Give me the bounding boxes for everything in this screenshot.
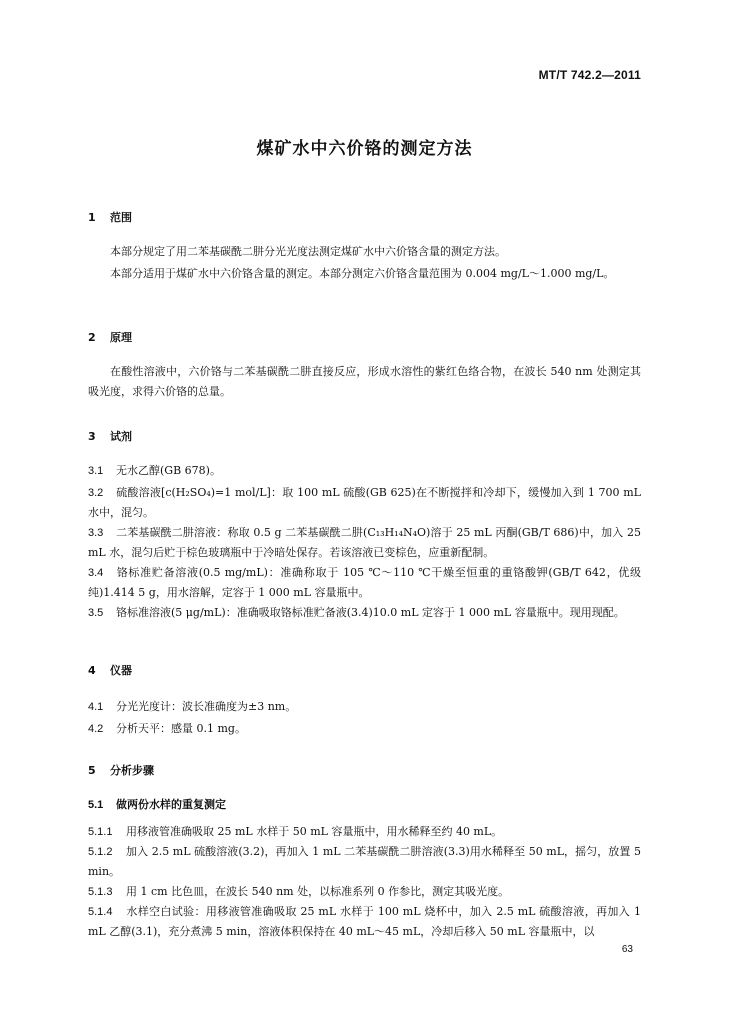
list-item xyxy=(88,842,641,882)
list-item xyxy=(88,697,641,717)
item-number: 4.2 xyxy=(88,723,104,735)
section-number: 3 xyxy=(88,430,96,443)
item-number: 5.1.2 xyxy=(88,846,113,858)
item-number: 3.2 xyxy=(88,487,104,499)
section-title: 分析步骤 xyxy=(110,764,154,777)
item-number: 3.4 xyxy=(88,567,104,579)
item-text: 铬标准贮备溶液(0.5 mg/mL)：准确称取于 105 ℃～110 ℃干燥至恒重的重铬酸钾(GB/T 642，优级纯)1.414 5 g，用水溶解，定容于 1 000 mL 容量瓶中。 xyxy=(88,566,641,599)
list-item xyxy=(88,461,641,481)
item-text: 二苯基碳酰二肼溶液：称取 0.5 g 二苯基碳酰二肼(C₁₃H₁₄N₄O)溶于 25 mL 丙酮(GB/T 686)中，加入 25 mL 水，混匀后贮于棕色玻璃瓶中于冷暗处保存。若该溶液已变棕色，应重新配制。 xyxy=(88,526,641,559)
item-number: 4.1 xyxy=(88,701,104,713)
section-title: 仪器 xyxy=(110,664,132,677)
paragraph: 本部分规定了用二苯基碳酰二肼分光光度法测定煤矿水中六价铬含量的测定方法。 xyxy=(110,245,506,258)
item-text: 用 1 cm 比色皿，在波长 540 nm 处，以标准系列 0 作参比，测定其吸光度。 xyxy=(126,885,510,898)
list-item xyxy=(88,882,641,902)
paragraph: 在酸性溶液中，六价铬与二苯基碳酰二肼直接反应，形成水溶性的紫红色络合物，在波长 540 nm 处测定其吸光度，求得六价铬的总量。 xyxy=(88,365,641,398)
section-heading-procedure xyxy=(88,762,154,778)
item-text: 水样空白试验：用移液管准确吸取 25 mL 水样于 100 mL 烧杯中，加入 2.5 mL 硫酸溶液，再加入 1 mL 乙醇(3.1)，充分煮沸 5 min，溶液体积保持在 40 mL～45 mL，冷却后移入 50 mL 容量瓶中，以 xyxy=(88,905,641,938)
list-item xyxy=(88,563,641,603)
paragraph: 本部分适用于煤矿水中六价铬含量的测定。本部分测定六价铬含量范围为 0.004 mg/L～1.000 mg/L。 xyxy=(110,267,615,280)
section-number: 1 xyxy=(88,211,96,224)
subsection-title: 做两份水样的重复测定 xyxy=(116,798,226,811)
list-item xyxy=(88,603,641,623)
item-number: 3.1 xyxy=(88,465,104,477)
section-heading-scope xyxy=(88,209,132,225)
section-number: 2 xyxy=(88,331,96,344)
subsection-number: 5.1 xyxy=(88,799,104,811)
section-heading-principle xyxy=(88,329,132,345)
document-title: 煤矿水中六价铬的测定方法 xyxy=(256,139,473,159)
list-item xyxy=(88,719,641,739)
page-number: 63 xyxy=(621,944,633,955)
item-number: 5.1.1 xyxy=(88,826,113,838)
item-text: 分光光度计：波长准确度为±3 nm。 xyxy=(116,700,297,713)
item-text: 用移液管准确吸取 25 mL 水样于 50 mL 容量瓶中，用水稀释至约 40 mL。 xyxy=(126,825,503,838)
section-number: 5 xyxy=(88,764,96,777)
item-number: 3.5 xyxy=(88,607,104,619)
item-number: 5.1.4 xyxy=(88,906,113,918)
list-item xyxy=(88,902,641,942)
section-title: 原理 xyxy=(110,331,132,344)
section-title: 范围 xyxy=(110,211,132,224)
item-text: 加入 2.5 mL 硫酸溶液(3.2)，再加入 1 mL 二苯基碳酰二肼溶液(3.3)用水稀释至 50 mL，摇匀，放置 5 min。 xyxy=(88,845,641,878)
subsection-heading xyxy=(88,796,226,812)
section-heading-reagents xyxy=(88,428,132,444)
list-item xyxy=(88,523,641,563)
item-text: 无水乙醇(GB 678)。 xyxy=(116,464,221,477)
item-number: 3.3 xyxy=(88,527,104,539)
section-heading-instruments xyxy=(88,662,132,678)
standard-code: MT/T 742.2—2011 xyxy=(538,68,641,82)
item-text: 硫酸溶液[c(H₂SO₄)=1 mol/L]：取 100 mL 硫酸(GB 625)在不断搅拌和冷却下，缓慢加入到 1 700 mL 水中，混匀。 xyxy=(88,486,641,519)
item-text: 分析天平：感量 0.1 mg。 xyxy=(116,722,246,735)
item-text: 铬标准溶液(5 μg/mL)：准确吸取铬标准贮备液(3.4)10.0 mL 定容于 1 000 mL 容量瓶中。现用现配。 xyxy=(116,606,625,619)
item-number: 5.1.3 xyxy=(88,886,113,898)
list-item xyxy=(88,483,641,523)
list-item xyxy=(88,822,641,842)
section-title: 试剂 xyxy=(110,430,132,443)
section-number: 4 xyxy=(88,664,96,677)
